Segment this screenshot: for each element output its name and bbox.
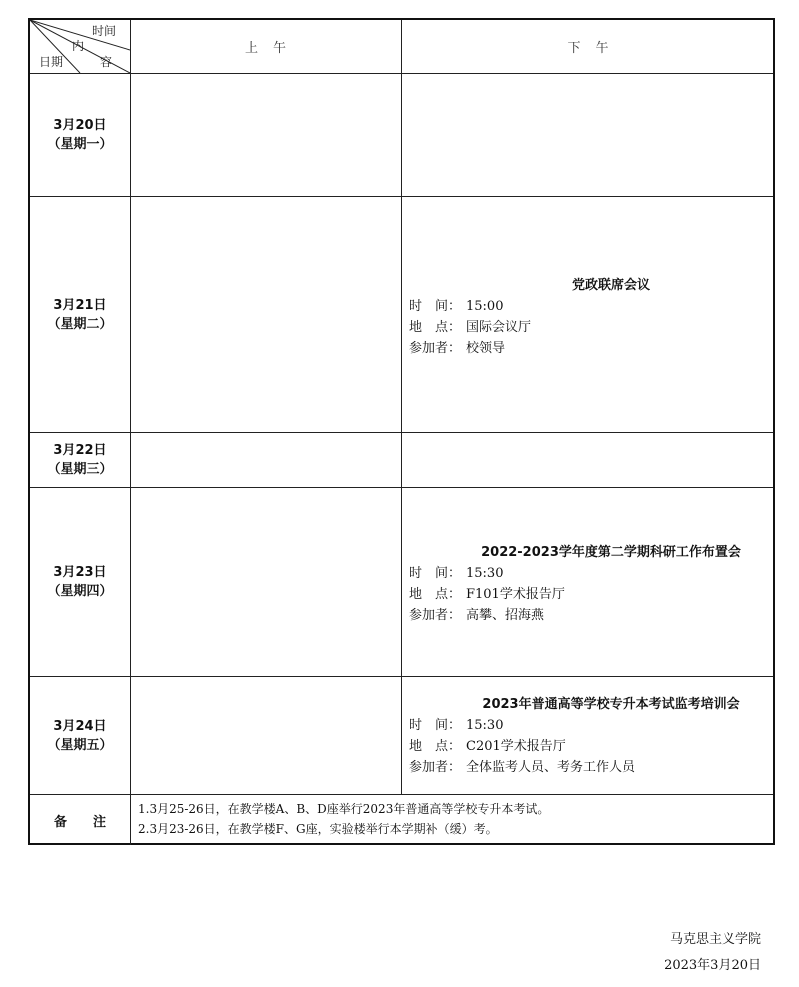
event-attendees: 全体监考人员、考务工作人员 [466,760,636,775]
date-text: 3月21日 [53,297,107,313]
place-label: 地 点： [409,320,462,335]
attendees-label: 参加者： [409,608,462,623]
remarks-content [138,799,768,839]
weekday-text: （星期三） [47,462,113,477]
event-block [402,694,775,778]
schedule-table [28,18,775,845]
event-place: F101学术报告厅 [466,587,565,602]
attendees-label: 参加者： [409,341,462,356]
event-title: 2023年普通高等学校专升本考试监考培训会 [482,697,740,712]
date-cell [30,488,130,676]
remark-line: 1.3月25-26日，在教学楼A、B、D座举行2023年普通高等学校专升本考试。 [138,802,550,816]
event-attendees: 高攀、招海燕 [466,608,545,623]
date-cell [30,74,130,196]
event-title: 党政联席会议 [571,278,650,293]
event-time: 15:00 [466,299,504,314]
event-block [402,542,775,626]
header-afternoon: 下 午 [567,41,610,56]
corner-date-label: 日期 [39,55,64,69]
date-cell [30,677,130,794]
column-divider [401,20,402,794]
time-label: 时 间： [409,718,462,733]
event-place: 国际会议厅 [466,320,532,335]
row-divider [30,794,773,795]
remarks-label: 备 注 [53,814,106,830]
event-block [402,275,775,359]
date-text: 3月22日 [53,443,107,458]
footer-date: 2023年3月20日 [664,958,761,973]
date-cell [30,197,130,432]
event-title: 2022-2023学年度第二学期科研工作布置会 [481,545,741,560]
time-label: 时 间： [409,299,462,314]
remark-line: 2.3月23-26日，在教学楼F、G座，实验楼举行本学期补（缓）考。 [138,822,498,836]
footer-org: 马克思主义学院 [669,932,761,947]
time-label: 时 间： [409,566,462,581]
corner-time-label: 时间 [92,24,117,38]
attendees-label: 参加者： [409,760,462,775]
place-label: 地 点： [409,587,462,602]
column-divider [130,20,131,845]
date-text: 3月23日 [53,565,107,580]
corner-rong-label: 容 [100,55,113,69]
event-time: 15:30 [466,718,504,733]
weekday-text: （星期五） [47,737,113,753]
weekday-text: （星期四） [47,584,113,599]
event-attendees: 校领导 [466,341,506,356]
header-morning: 上 午 [244,41,287,56]
date-text: 3月24日 [53,718,107,734]
event-time: 15:30 [466,566,504,581]
corner-content-label: 内 [72,39,85,53]
date-cell [30,433,130,487]
date-text: 3月20日 [53,118,107,133]
event-place: C201学术报告厅 [466,739,566,754]
weekday-text: （星期二） [47,316,113,332]
weekday-text: （星期一） [47,137,113,152]
place-label: 地 点： [409,739,462,754]
